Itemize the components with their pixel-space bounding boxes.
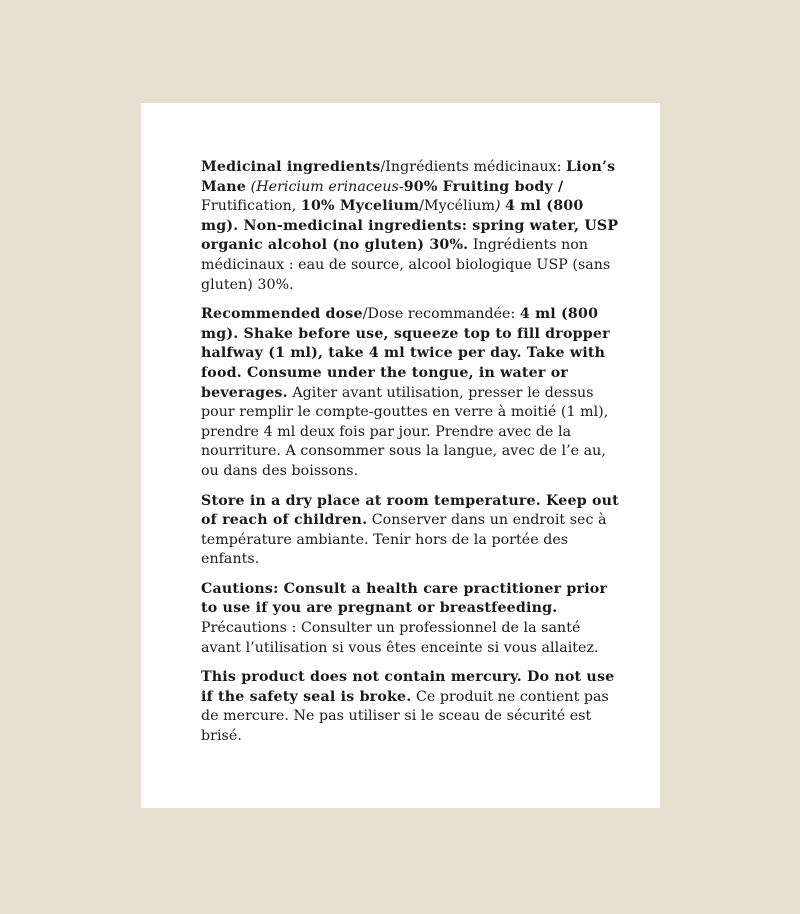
- storage-fr-text: Conserver dans un endroit sec à température ambiante. Tenir hors de la portée des enfants.: [201, 512, 607, 568]
- non-medicinal-text: 4 ml (800 mg). Non-medicinal ingredients: spring water, USP organic alcohol (no gluten) 30%.: [201, 198, 619, 254]
- closing-paren: ): [494, 198, 501, 215]
- dose-paragraph: [201, 305, 624, 481]
- mercury-paragraph: [201, 668, 624, 746]
- cautions-paragraph: [201, 580, 624, 658]
- frutification-text: Frutification,: [201, 198, 297, 215]
- cautions-fr-text: Précautions : Consulter un professionnel de la santé avant l’utilisation si vous êtes enceinte si vous allaitez.: [201, 620, 599, 656]
- latin-name: (Hericium erinaceus-: [250, 178, 404, 195]
- ingredients-heading: Medicinal ingredients: [201, 159, 381, 175]
- storage-paragraph: [201, 492, 624, 570]
- mercury-fr-text: Ce produit ne contient pas de mercure. Ne pas utiliser si le sceau de sécurité est brisé.: [201, 688, 609, 745]
- lions-mane-name: Lion’s Mane: [201, 159, 616, 195]
- dose-instructions: 4 ml (800 mg). Shake before use, squeeze top to fill dropper halfway (1 ml), take 4 ml twice per day. Take with food. Consume under the tongue, in water or beverages.: [201, 306, 610, 401]
- mycelium-text: 10% Mycelium: [300, 198, 420, 215]
- dose-instructions-fr: Agiter avant utilisation, presser le dessus pour remplir le compte-gouttes en verre à moitié (1 ml), prendre 4 ml deux fois par jour. Prendre avec de la nourriture. A consommer sous la langue, avec de l’e au, ou dans des boissons.: [201, 384, 609, 479]
- product-label-panel: [141, 103, 660, 808]
- dose-heading-fr: /Dose recommandée:: [362, 306, 516, 323]
- ingredients-paragraph: [201, 158, 624, 295]
- ingredients-heading-fr: /Ingrédients médicinaux:: [380, 159, 562, 175]
- storage-text: Store in a dry place at room temperature. Keep out of reach of children.: [201, 492, 619, 529]
- cautions-text: Cautions: Consult a health care practitioner prior to use if you are pregnant or breastfeeding.: [201, 580, 608, 617]
- mercury-text: This product does not contain mercury. Do not use if the safety seal is broke.: [201, 669, 615, 705]
- fruiting-body-text: 90% Fruiting body /: [403, 178, 564, 195]
- dose-heading: Recommended dose: [201, 306, 363, 323]
- non-medicinal-fr-text: Ingrédients non médicinaux : eau de source, alcool biologique USP (sans gluten) 30%.: [201, 237, 611, 293]
- mycelium-fr-text: /Mycélium: [419, 198, 495, 215]
